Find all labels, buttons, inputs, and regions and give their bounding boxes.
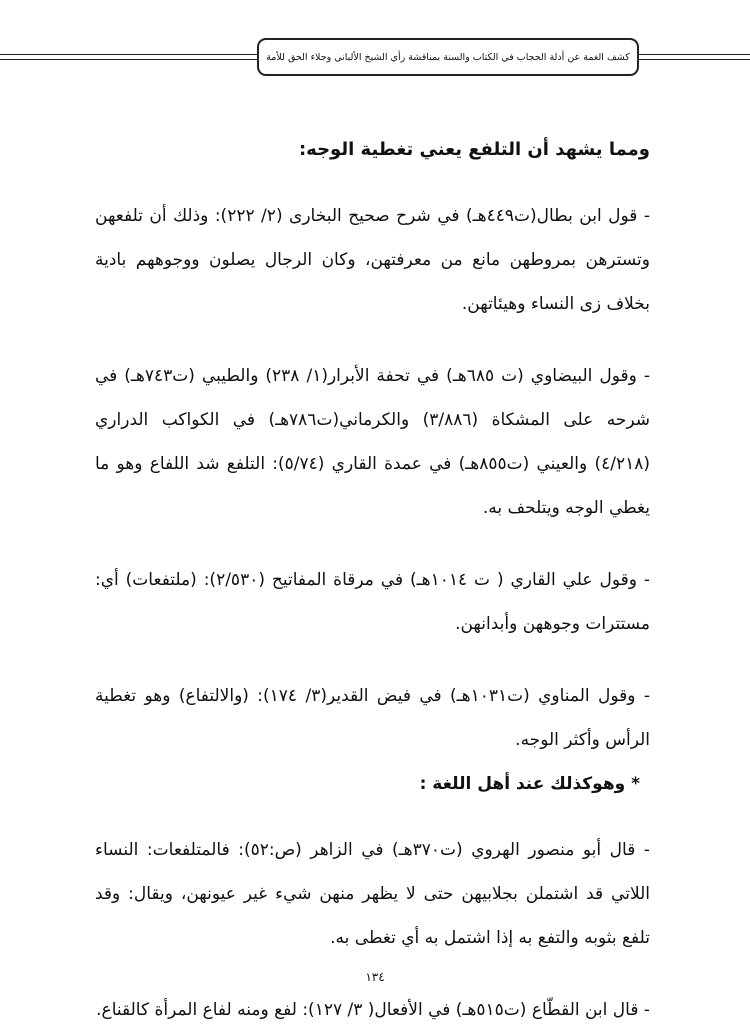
paragraph-harawi: - قال أبو منصور الهروي (ت٣٧٠هـ) في الزاهر (ص:٥٢): فالمتلفعات: النساء اللاتي قد اشتملن بجلابيهن حتى لا يظهر منهن شيء غير عيونهن، ويقال: وقد تلفع بثوبه والتفع به إذا اشتمل به أي تغطى به. xyxy=(95,840,650,948)
section-heading: ومما يشهد أن التلفع يعني تغطية الوجه: xyxy=(298,139,650,160)
paragraph-ali-qari: - وقول علي القاري ( ت ١٠١٤هـ) في مرقاة المفاتيح (٢/٥٣٠): (ملتفعات) أي: مستترات وجوههن وأبدانهن. xyxy=(95,570,650,634)
paragraph-ibn-battal: - قول ابن بطال(ت٤٤٩هـ) في شرح صحيح البخارى (٢/ ٢٢٢): وذلك أن تلفعهن وتسترهن بمروطهن مانع من معرفتهن، وكان الرجال يصلون ووجوههم بادية بخلاف زى النساء وهيئاتهن. xyxy=(95,206,650,314)
subsection-heading: * وهوكذلك عند أهل اللغة : xyxy=(419,774,640,794)
page-number: ١٣٤ xyxy=(365,970,385,984)
paragraph-baydawi: - وقول البيضاوي (ت ٦٨٥هـ) في تحفة الأبرار(١/ ٢٣٨) والطيبي (ت٧٤٣هـ) في شرحه على المشكاة (٣/٨٨٦) والكرماني(ت٧٨٦هـ) في الكواكب الدراري (٤/٢١٨) والعيني (ت٨٥٥هـ) في عمدة القاري (٥/٧٤): التلفع شد اللفاع وهو ما يغطي الوجه ويتلحف به. xyxy=(95,366,650,518)
running-header-title: كشف الغمة عن أدلة الحجاب في الكتاب والسنة بمناقشة رأي الشيخ الألباني وجلاء الحق للأمة xyxy=(266,51,630,63)
running-header xyxy=(257,38,639,76)
page-body xyxy=(95,128,650,1032)
paragraph-ibn-qatta: - قال ابن القطّاع (ت٥١٥هـ) في الأفعال( ٣/ ١٢٧): لفع ومنه لفاع المرأة كالقناع. xyxy=(96,1000,650,1020)
paragraph-munawi: - وقول المناوي (ت١٠٣١هـ) في فيض القدير(٣/ ١٧٤): (والالتفاع) وهو تغطية الرأس وأكثر الوجه. xyxy=(95,686,650,750)
